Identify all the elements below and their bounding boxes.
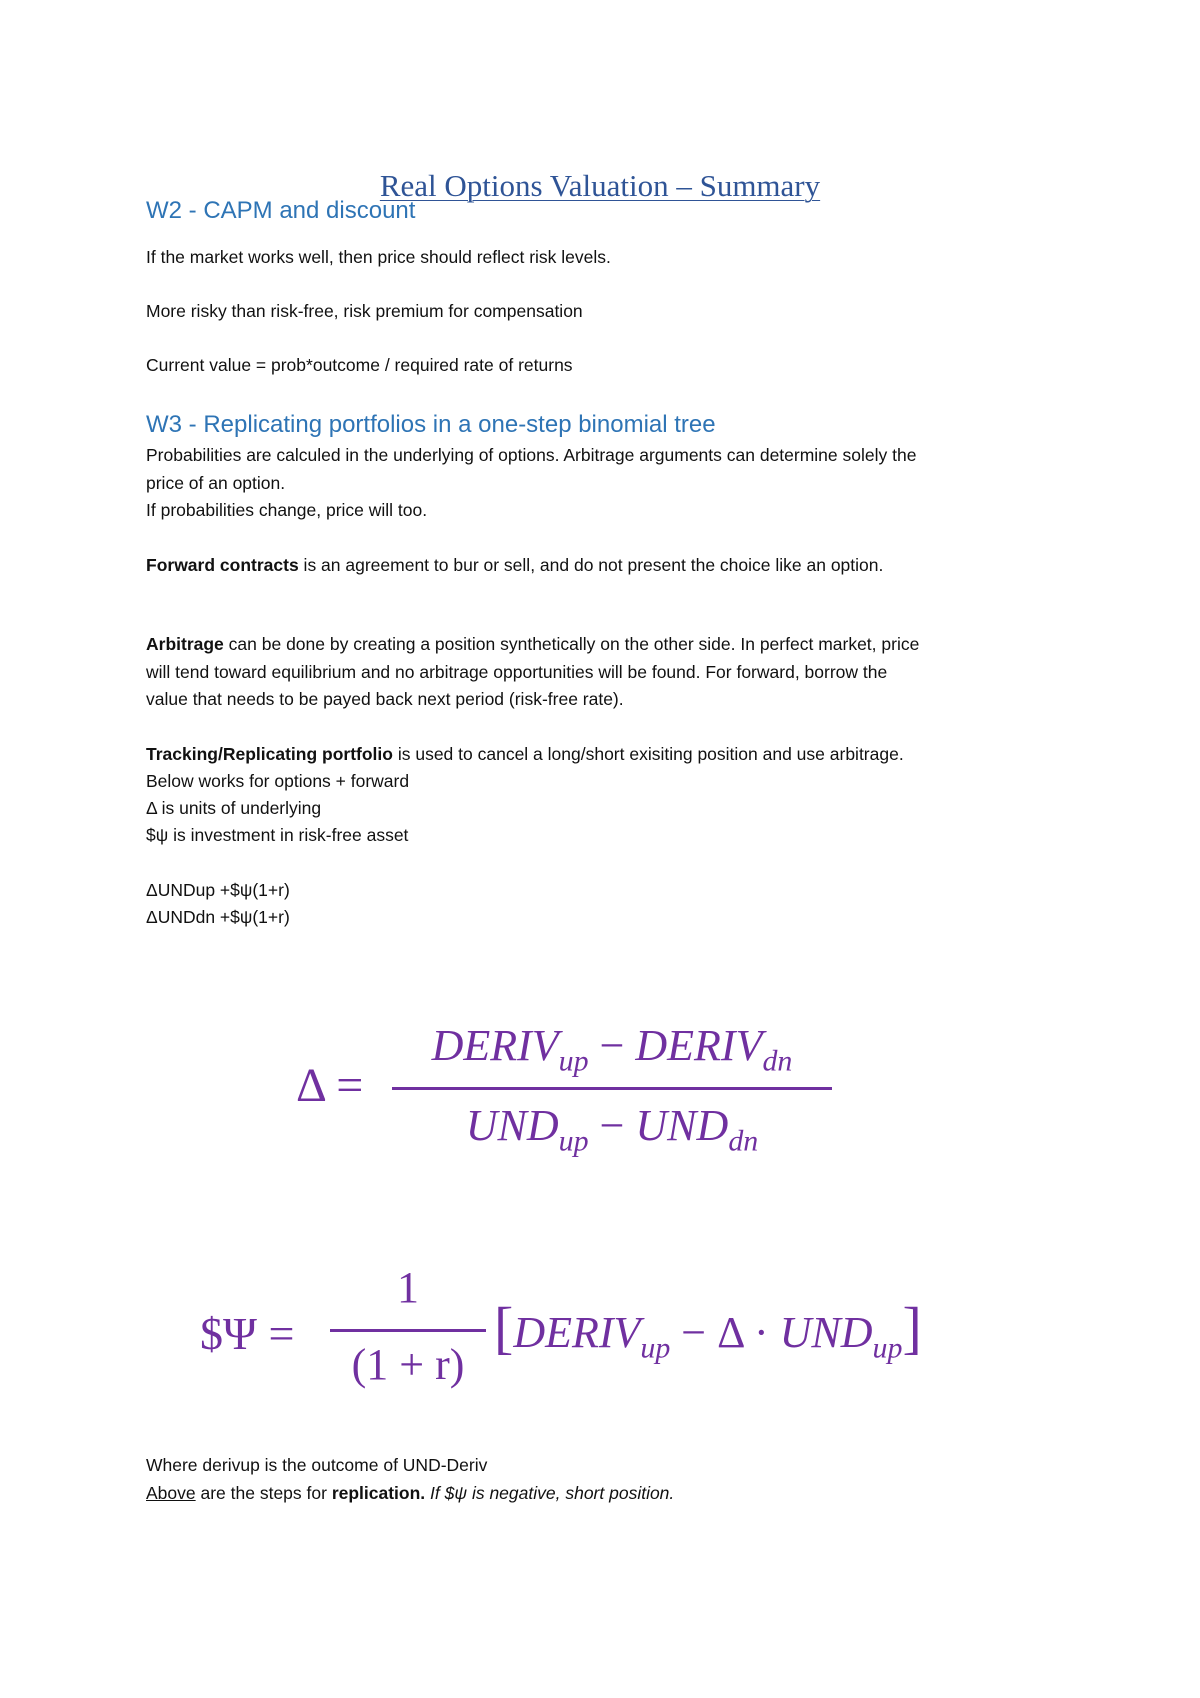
delta-definition: Δ is units of underlying bbox=[146, 798, 322, 818]
psi-fraction-bar bbox=[330, 1329, 486, 1332]
psi-formula-denominator: (1 + r) bbox=[351, 1340, 465, 1389]
arbitrage-text: can be done by creating a position synthetically on the other side. In perfect market, price bbox=[223, 634, 920, 654]
equation-dn: ΔUNDdn +$ψ(1+r) bbox=[146, 907, 290, 927]
arbitrage-line-3: value that needs to be payed back next period (risk-free rate). bbox=[146, 689, 624, 709]
below-works-line: Below works for options + forward bbox=[146, 771, 410, 791]
psi-formula-bracket-term: $[DERIV_{up} - \Delta \cdot UND_{up}]$ bbox=[494, 1295, 922, 1365]
tracking-paragraph bbox=[146, 741, 904, 769]
heading-w3: W3 - Replicating portfolios in a one-step binomial tree bbox=[146, 411, 716, 438]
above-term: Above bbox=[146, 1483, 196, 1503]
delta-formula-denominator: $UND_{up} - UND_{dn}$ bbox=[465, 1101, 759, 1158]
psi-formula-lhs: $Ψ = bbox=[200, 1308, 295, 1359]
delta-formula-numerator: $DERIV_{up}$ − $DERIV_{dn}$ bbox=[431, 1021, 793, 1078]
psi-formula-numerator: 1 bbox=[397, 1263, 419, 1312]
arbitrage-term: Arbitrage bbox=[146, 634, 224, 654]
delta-fraction-bar bbox=[392, 1087, 832, 1090]
psi-definition: $ψ is investment in risk-free asset bbox=[146, 825, 409, 845]
heading-w2: W2 - CAPM and discount bbox=[146, 197, 416, 224]
arbitrage-line-2: will tend toward equilibrium and no arbitrage opportunities will be found. For forward, borrow the bbox=[146, 662, 888, 682]
equation-up: ΔUNDup +$ψ(1+r) bbox=[146, 880, 290, 900]
w3-paragraph-1-line-2: price of an option. bbox=[146, 473, 286, 493]
arbitrage-line-1 bbox=[146, 631, 919, 659]
tracking-term: Tracking/Replicating portfolio bbox=[146, 744, 393, 764]
forward-contracts-term: Forward contracts bbox=[146, 555, 299, 575]
where-derivup-line: Where derivup is the outcome of UND-Deriv bbox=[146, 1455, 488, 1475]
w2-paragraph-3: Current value = prob*outcome / required rate of returns bbox=[146, 355, 573, 375]
w2-paragraph-1: If the market works well, then price should reflect risk levels. bbox=[146, 247, 611, 267]
page-title: Real Options Valuation – Summary bbox=[379, 168, 821, 203]
tracking-text: is used to cancel a long/short exisiting position and use arbitrage. bbox=[392, 744, 904, 764]
replication-term: replication. bbox=[331, 1483, 426, 1503]
delta-formula-lhs: Δ = bbox=[296, 1059, 364, 1112]
short-position-note: If $ψ is negative, short position. bbox=[425, 1483, 675, 1503]
w3-paragraph-1-line-1: Probabilities are calculed in the underlying of options. Arbitrage arguments can determine solely the bbox=[146, 445, 917, 465]
replication-steps-line: Above are the steps for replication. If $ψ is negative, short position. bbox=[146, 1483, 675, 1503]
forward-contracts-paragraph bbox=[146, 552, 883, 580]
w3-paragraph-1-line-3: If probabilities change, price will too. bbox=[146, 500, 428, 520]
forward-contracts-text: is an agreement to bur or sell, and do not present the choice like an option. bbox=[298, 555, 884, 575]
w2-paragraph-2: More risky than risk-free, risk premium for compensation bbox=[146, 301, 583, 321]
